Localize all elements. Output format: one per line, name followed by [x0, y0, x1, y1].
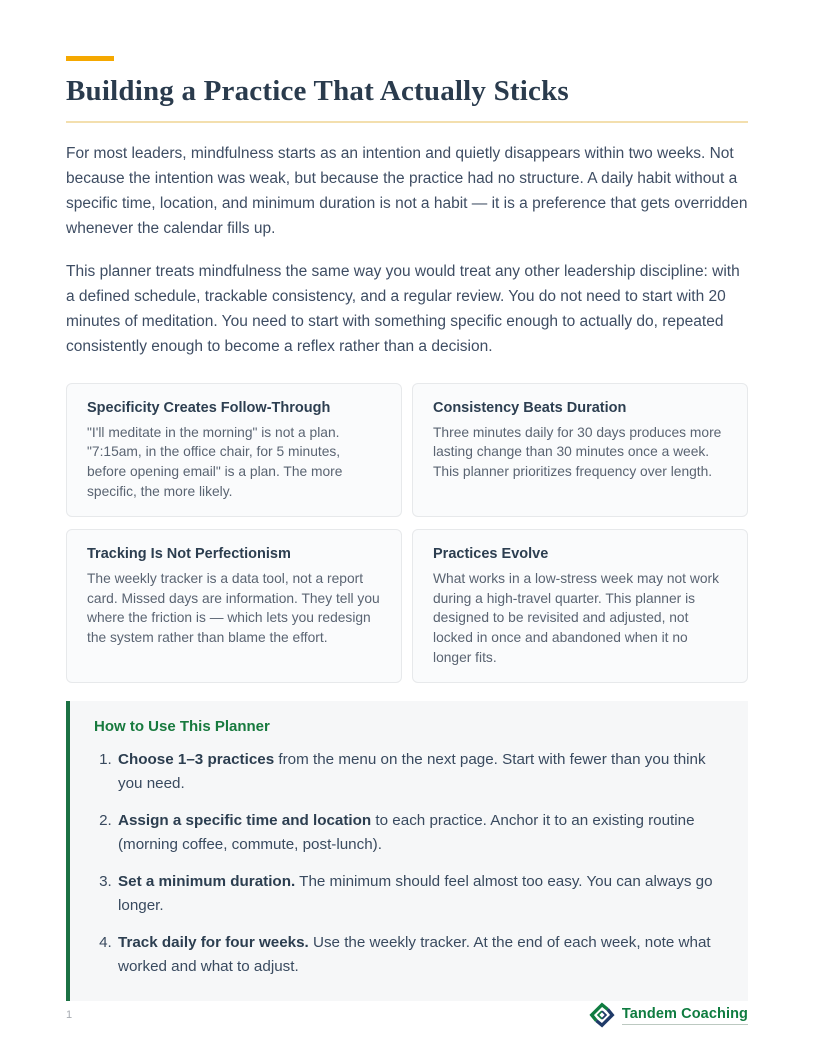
tandem-diamond-icon [589, 1002, 615, 1028]
brand-lockup [589, 1002, 748, 1028]
howto-step-3 [116, 870, 720, 918]
title-underline [66, 121, 748, 123]
card-body: "I'll meditate in the morning" is not a plan. "7:15am, in the office chair, for 5 minutes, before opening email" is a plan. The more specific, the more likely. [87, 424, 343, 499]
brand-name: Tandem Coaching [622, 1006, 748, 1025]
principle-cards [66, 383, 748, 683]
intro-paragraph-1: For most leaders, mindfulness starts as an intention and quietly disappears within two weeks. Not because the intention was weak, but because the practice had no structure. A daily habit without a specific time, location, and minimum duration is not a habit — it is a preference that gets overridden whenever the calendar fills up. [66, 144, 748, 237]
step-text: to each practice. Anchor it to an existing routine (morning coffee, commute, post-lunch). [118, 812, 695, 854]
card-consistency [412, 383, 748, 517]
card-title: Practices Evolve [433, 546, 549, 563]
card-title: Specificity Creates Follow-Through [87, 399, 331, 416]
document-content [0, 56, 816, 1001]
step-text: from the menu on the next page. Start with fewer than you think you need. [118, 751, 706, 793]
card-title: Consistency Beats Duration [433, 399, 627, 416]
page-number: 1 [66, 1009, 73, 1021]
how-to-use-callout [66, 701, 748, 1001]
step-lead: Track daily for four weeks. [118, 934, 309, 952]
step-lead: Set a minimum duration. [118, 873, 296, 891]
card-body: What works in a low-stress week may not work during a high-travel quarter. This planner is designed to be revisited and adjusted, not locked in once and abandoned when it no longer fits. [433, 571, 719, 665]
card-practices-evolve [412, 529, 748, 683]
title-accent-bar [66, 56, 114, 61]
howto-heading: How to Use This Planner [94, 718, 270, 736]
step-text: Use the weekly tracker. At the end of each week, note what worked and what to adjust. [118, 934, 711, 976]
howto-step-4 [116, 931, 720, 979]
page-title: Building a Practice That Actually Sticks [66, 75, 569, 107]
step-text: The minimum should feel almost too easy. You can always go longer. [118, 873, 713, 915]
howto-steps-list [116, 748, 720, 979]
step-lead: Choose 1–3 practices [118, 751, 275, 769]
step-lead: Assign a specific time and location [118, 812, 372, 830]
card-body: Three minutes daily for 30 days produces more lasting change than 30 minutes once a week. This planner prioritizes frequency over length. [433, 424, 722, 479]
card-tracking [66, 529, 402, 683]
card-title: Tracking Is Not Perfectionism [87, 546, 291, 563]
page-footer [66, 1002, 748, 1028]
card-body: The weekly tracker is a data tool, not a report card. Missed days are information. They tell you where the friction is — which lets you redesign the system rather than blame the effort. [87, 571, 380, 645]
howto-step-2 [116, 809, 720, 857]
howto-step-1 [116, 748, 720, 796]
card-specificity [66, 383, 402, 517]
intro-paragraph-2: This planner treats mindfulness the same way you would treat any other leadership discipline: with a defined schedule, trackable consistency, and a regular review. You do not need to start with 20 minutes of meditation. You need to start with something specific enough to actually do, repeated consistently enough to become a reflex rather than a decision. [66, 262, 740, 355]
